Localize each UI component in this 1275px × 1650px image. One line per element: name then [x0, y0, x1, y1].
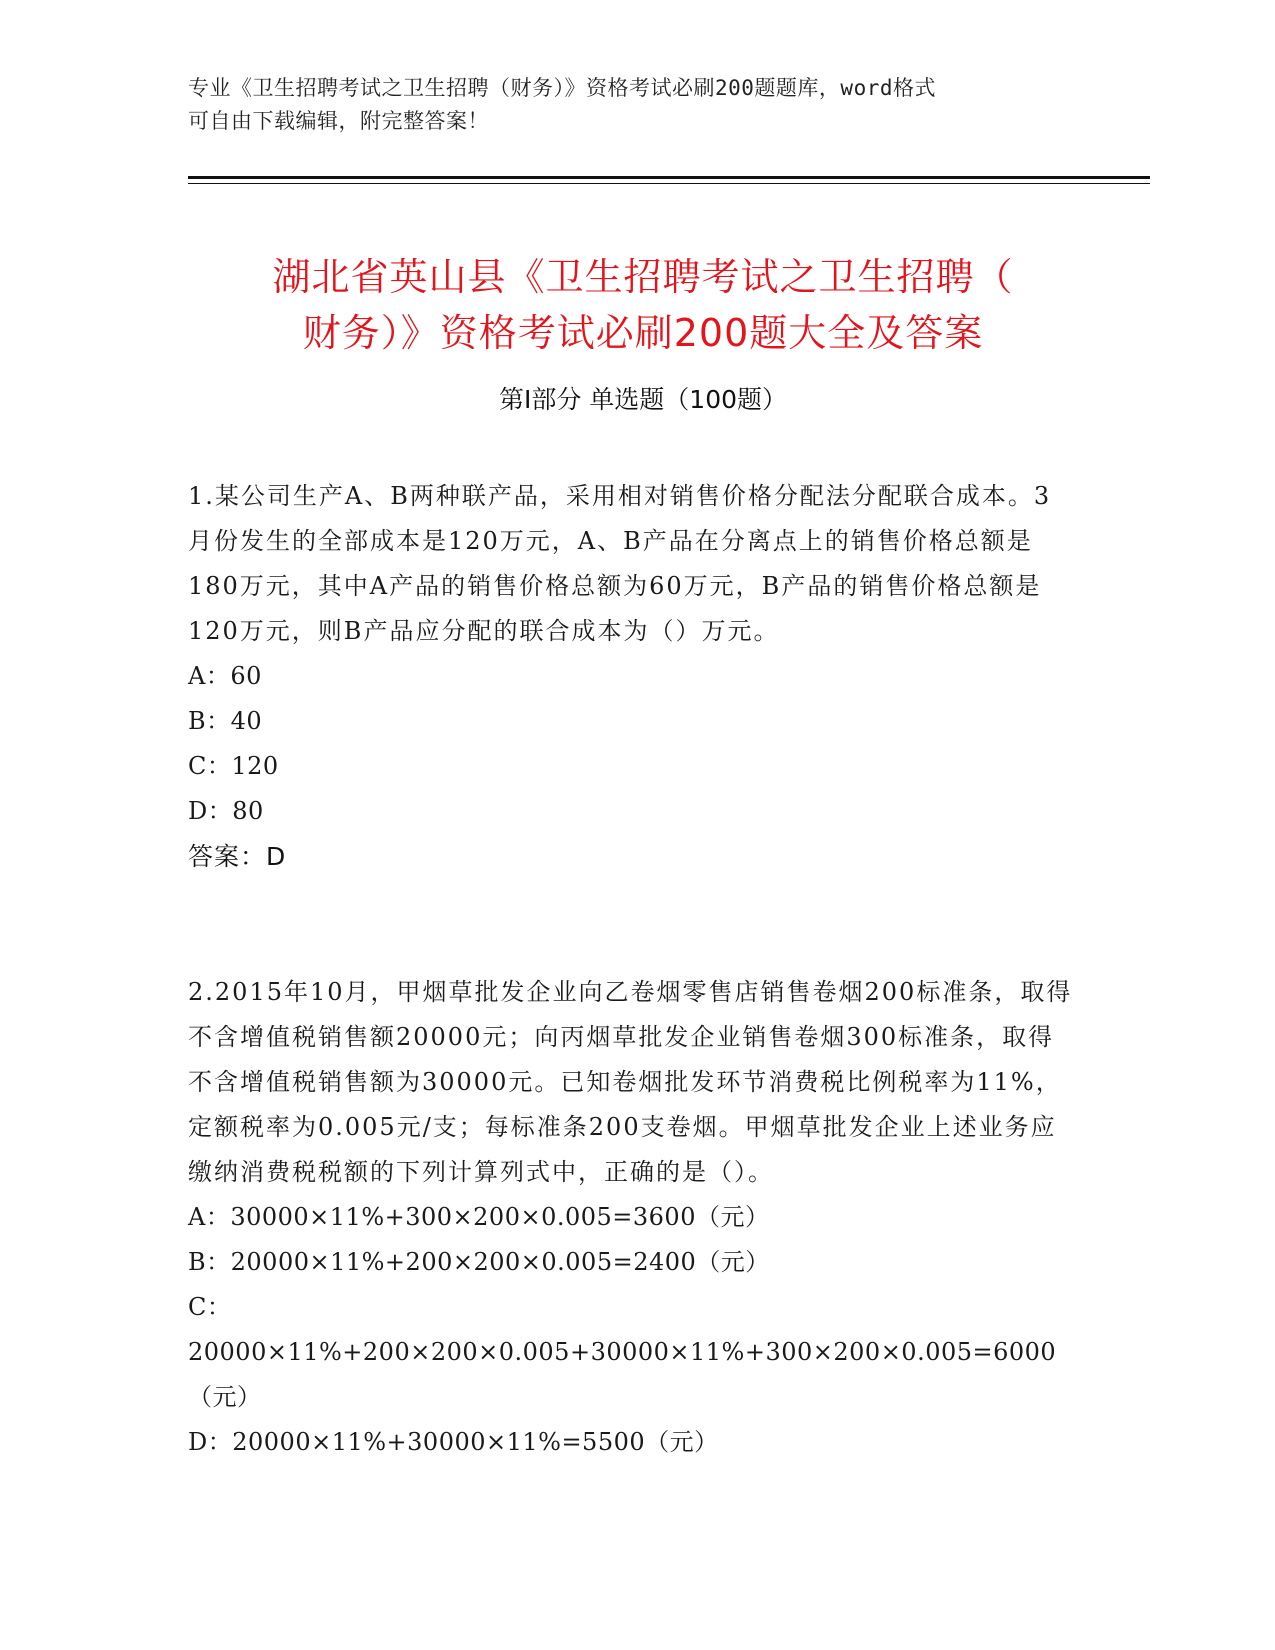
option-b: B：40: [188, 707, 263, 735]
option-d: D：20000×11%+30000×11%=5500（元）: [188, 1428, 719, 1456]
question-stem: 1.某公司生产A、B两种联产品，采用相对销售价格分配法分配联合成本。3月份发生的全部成本是120万元，A、B产品在分离点上的销售价格总额是180万元，其中A产品的销售价格总额为60万元，B产品的销售价格总额是120万元，则B产品应分配的联合成本为（）万元。: [188, 482, 1052, 645]
option-a: A：30000×11%+300×200×0.005=3600（元）: [188, 1203, 770, 1231]
option-c: C：20000×11%+200×200×0.005+30000×11%+300×200×0.005=6000（元）: [188, 1293, 1057, 1411]
document-title-line2: 财务）》资格考试必刷200题大全及答案: [302, 311, 984, 356]
document-title: [188, 249, 1098, 361]
document-title-line1: 湖北省英山县《卫生招聘考试之卫生招聘（: [272, 255, 1014, 300]
option-d: D：80: [188, 797, 264, 825]
header-note: [188, 72, 1068, 138]
question-2: [188, 970, 1073, 1465]
header-divider-thin: [188, 183, 1150, 184]
header-divider-thick: [188, 176, 1150, 179]
option-a: A：60: [188, 662, 262, 690]
answer: 答案：D: [188, 842, 287, 871]
header-note-line1: 专业《卫生招聘考试之卫生招聘（财务）》资格考试必刷200题题库，word格式: [188, 76, 936, 100]
section-heading: 第Ⅰ部分 单选题（100题）: [498, 385, 788, 414]
header-note-line2: 可自由下载编辑，附完整答案！: [188, 109, 489, 133]
question-1: [188, 474, 1073, 879]
option-c: C：120: [188, 752, 279, 780]
question-stem: 2.2015年10月，甲烟草批发企业向乙卷烟零售店销售卷烟200标准条，取得不含增值税销售额20000元；向丙烟草批发企业销售卷烟300标准条，取得不含增值税销售额为30000元。已知卷烟批发环节消费税比例税率为11%，定额税率为0.005元/支；每标准条200支卷烟。甲烟草批发企业上述业务应缴纳消费税税额的下列计算列式中，正确的是（）。: [188, 978, 1073, 1186]
option-b: B：20000×11%+200×200×0.005=2400（元）: [188, 1248, 770, 1276]
